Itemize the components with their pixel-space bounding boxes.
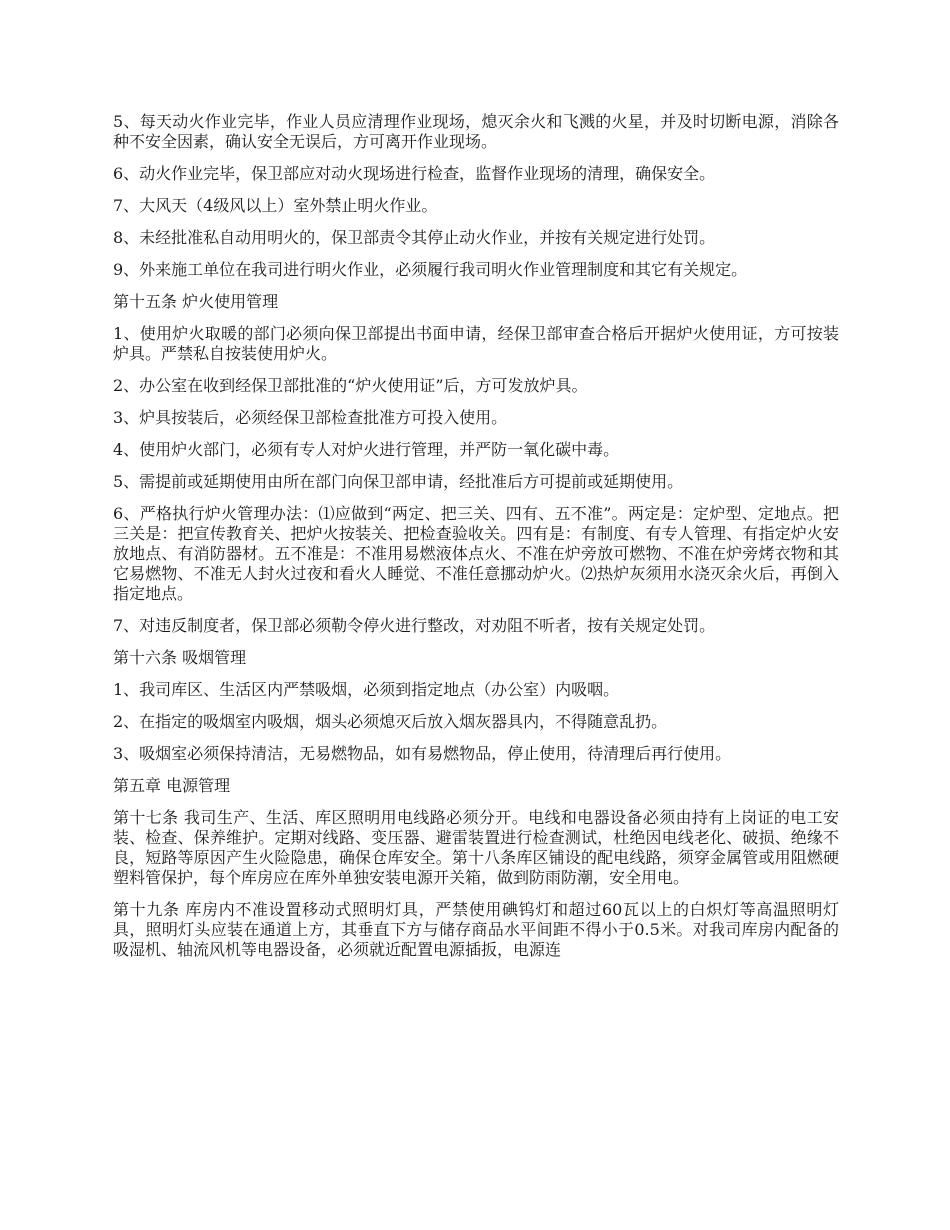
paragraph: 1、使用炉火取暖的部门必须向保卫部提出书面申请，经保卫部审查合格后开据炉火使用证，方可按装炉具。严禁私自按装使用炉火。	[113, 324, 839, 363]
section-heading: 第十六条 吸烟管理	[113, 648, 247, 667]
chapter-heading: 第五章 电源管理	[113, 776, 231, 795]
paragraph: 1、我司库区、生活区内严禁吸烟，必须到指定地点（办公室）内吸咽。	[113, 680, 620, 699]
paragraph: 3、炉具按装后，必须经保卫部检查批准方可投入使用。	[113, 408, 508, 427]
paragraph: 第十九条 库房内不准设置移动式照明灯具，严禁使用碘钨灯和超过60瓦以上的白炽灯等高温照明灯具，照明灯头应装在通道上方，其垂直下方与储存商品水平间距不得小于0.5米。对我司库房内配备的吸湿机、轴流风机等电器设备，必须就近配置电源插扳，电源连	[113, 900, 839, 959]
paragraph: 2、在指定的吸烟室内吸烟，烟头必须熄灭后放入烟灰器具内，不得随意乱扔。	[113, 712, 668, 731]
section-heading: 第十五条 炉火使用管理	[113, 292, 279, 311]
paragraph: 6、动火作业完毕，保卫部应对动火现场进行检查，监督作业现场的清理，确保安全。	[113, 164, 716, 183]
paragraph: 4、使用炉火部门，必须有专人对炉火进行管理，并严防一氧化碳中毒。	[113, 440, 620, 459]
paragraph: 6、严格执行炉火管理办法：⑴应做到“两定、把三关、四有、五不准”。两定是：定炉型、定地点。把三关是：把宣传教育关、把炉火按装关、把检查验收关。四有是：有制度、有专人管理、有指定炉火安放地点、有消防器材。五不准是：不准用易燃液体点火、不准在炉旁放可燃物、不准在炉旁烤衣物和其它易燃物、不准无人封火过夜和看火人睡觉、不准任意挪动炉火。⑵热炉灰须用水浇灭余火后，再倒入指定地点。	[113, 504, 839, 603]
paragraph: 5、每天动火作业完毕，作业人员应清理作业现场，熄灭余火和飞溅的火星，并及时切断电源，消除各种不安全因素，确认安全无误后，方可离开作业现场。	[113, 112, 839, 151]
paragraph: 9、外来施工单位在我司进行明火作业，必须履行我司明火作业管理制度和其它有关规定。	[113, 260, 748, 279]
paragraph: 2、办公室在收到经保卫部批准的“炉火使用证”后，方可发放炉具。	[113, 376, 588, 395]
paragraph: 3、吸烟室必须保持清洁，无易燃物品，如有易燃物品，停止使用，待清理后再行使用。	[113, 744, 732, 763]
document-body	[113, 112, 839, 972]
paragraph: 5、需提前或延期使用由所在部门向保卫部申请，经批准后方可提前或延期使用。	[113, 472, 684, 491]
paragraph: 7、大风天（4级风以上）室外禁止明火作业。	[113, 196, 438, 215]
paragraph: 7、对违反制度者，保卫部必须勒令停火进行整改，对劝阻不听者，按有关规定处罚。	[113, 616, 716, 635]
paragraph: 第十七条 我司生产、生活、库区照明用电线路必须分开。电线和电器设备必须由持有上岗证的电工安装、检查、保养维护。定期对线路、变压器、避雷装置进行检查测试，杜绝因电线老化、破损、绝缘不良，短路等原因产生火险隐患，确保仓库安全。第十八条库区铺设的配电线路，须穿金属管或用阻燃硬塑料管保护，每个库房应在库外单独安装电源开关箱，做到防雨防潮，安全用电。	[113, 808, 839, 887]
paragraph: 8、未经批准私自动用明火的，保卫部责令其停止动火作业，并按有关规定进行处罚。	[113, 228, 716, 247]
